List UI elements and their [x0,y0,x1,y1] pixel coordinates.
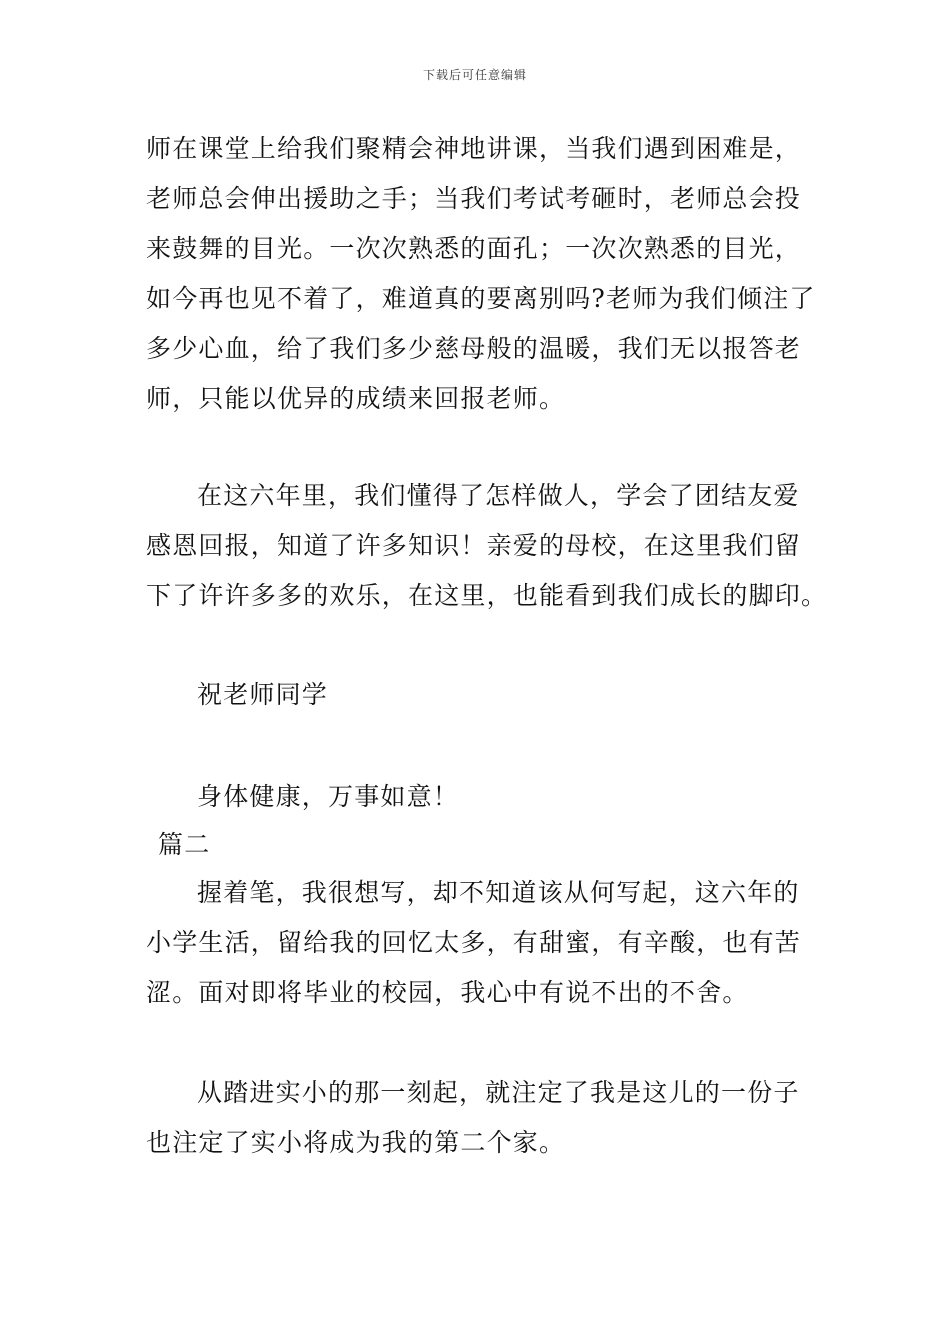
text-line: 如今再也见不着了，难道真的要离别吗?老师为我们倾注了 [146,284,816,313]
text-line: 多少心血，给了我们多少慈母般的温暖，我们无以报答老 [146,334,802,363]
section-heading: 篇二 [158,830,211,859]
text-line: 在这六年里，我们懂得了怎样做人，学会了团结友爱 [197,481,800,510]
text-line: 握着笔，我很想写，却不知道该从何写起，这六年的 [197,878,800,907]
text-line: 小学生活，留给我的回忆太多，有甜蜜，有辛酸，也有苦 [146,928,802,957]
paragraph-3: 祝老师同学 [197,680,329,709]
text-line: 下了许许多多的欢乐，在这里，也能看到我们成长的脚印。 [146,581,828,610]
page-header: 下载后可任意编辑 [422,68,527,82]
text-line: 从踏进实小的那一刻起，就注定了我是这儿的一份子 [197,1078,800,1107]
text-line: 涩。面对即将毕业的校园，我心中有说不出的不舍。 [146,978,749,1007]
paragraph-4: 身体健康，万事如意！ [197,782,460,811]
text-line: 师，只能以优异的成绩来回报老师。 [146,384,566,413]
text-line: 师在课堂上给我们聚精会神地讲课，当我们遇到困难是， [146,134,802,163]
text-line: 也注定了实小将成为我的第二个家。 [146,1128,566,1157]
text-line: 感恩回报，知道了许多知识！亲爱的母校，在这里我们留 [146,531,802,560]
text-line: 来鼓舞的目光。一次次熟悉的面孔；一次次熟悉的目光， [146,234,802,263]
text-line: 老师总会伸出援助之手；当我们考试考砸时，老师总会投 [146,184,802,213]
